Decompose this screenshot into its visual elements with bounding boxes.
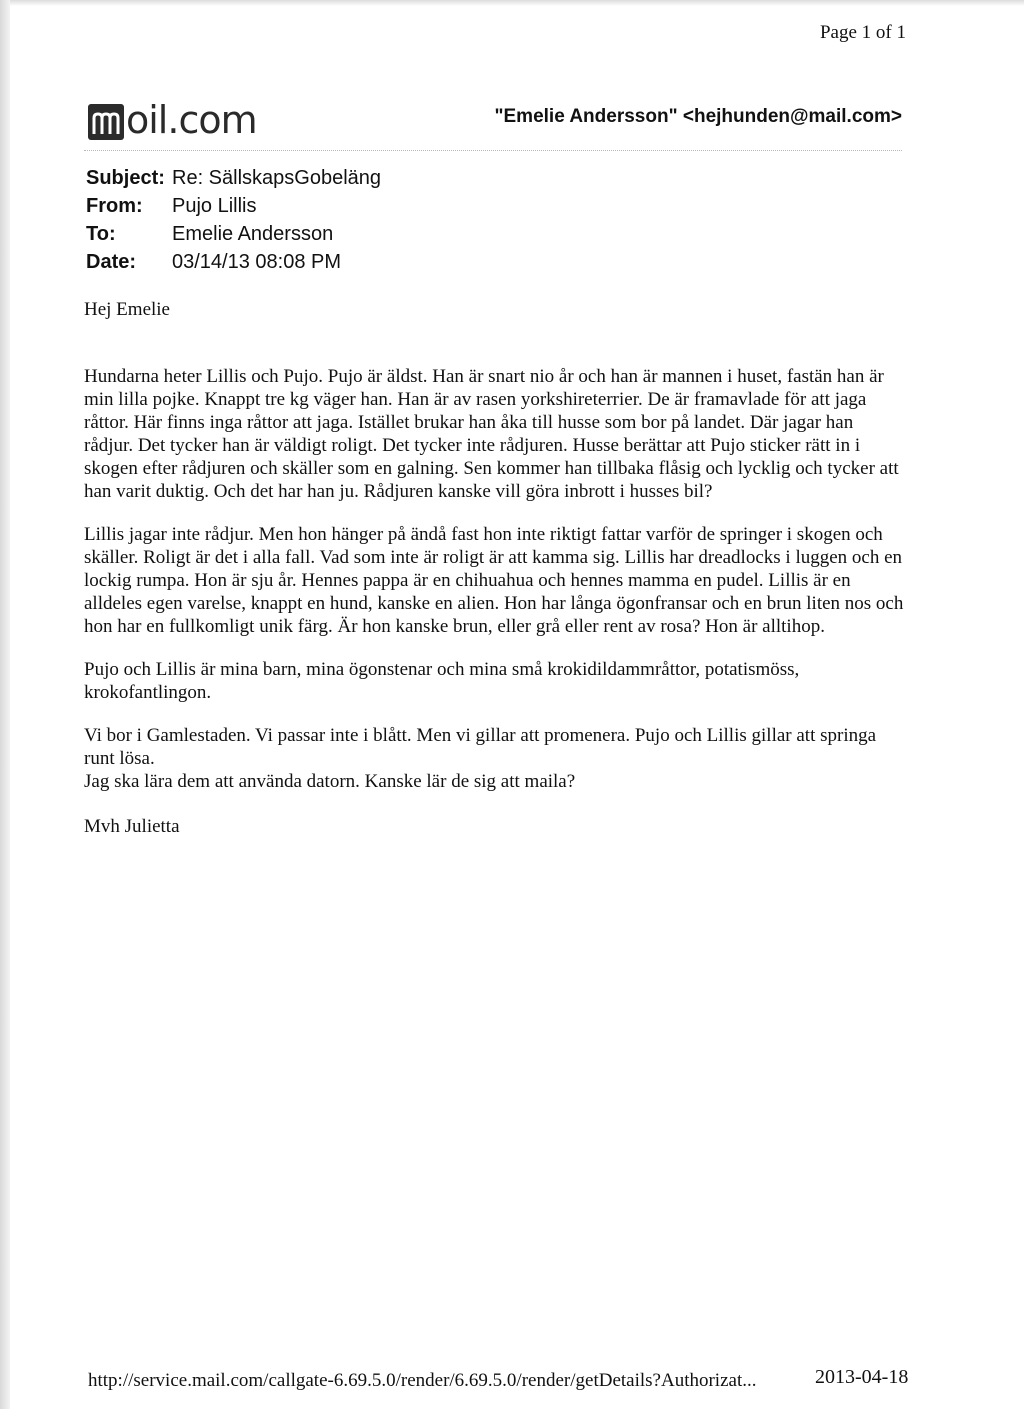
from-label: From: bbox=[86, 195, 143, 217]
greeting: Hej Emelie bbox=[84, 299, 170, 320]
sender-address: "Emelie Andersson" <hejhunden@mail.com> bbox=[494, 106, 902, 127]
signature: Mvh Julietta bbox=[84, 816, 180, 837]
paragraph: Pujo och Lillis är mina barn, mina ögonstenar och mina små krokidildammråttor, potatismöss, krokofantlingon. bbox=[84, 659, 800, 703]
page-left-edge bbox=[0, 0, 10, 1409]
subject-label: Subject: bbox=[86, 167, 165, 189]
message-body bbox=[84, 298, 904, 838]
subject-row bbox=[86, 164, 381, 192]
paragraph: Jag ska lära dem att använda datorn. Kanske lär de sig att maila? bbox=[84, 771, 576, 792]
from-row bbox=[86, 192, 381, 220]
footer-print-date: 2013-04-18 bbox=[815, 1366, 909, 1388]
date-value: 03/14/13 08:08 PM bbox=[172, 251, 342, 273]
mail-logo bbox=[88, 94, 257, 140]
paragraph: Hundarna heter Lillis och Pujo. Pujo är äldst. Han är snart nio år och han är mannen i huset, fastän han är min lilla pojke. Knappt tre kg väger han. Han är av rasen yorkshireterrier. De är framavlade för att jaga råttor. Här finns inga råttor att jaga. Istället brukar han åka till husse som bor på landet. Där jagar han rådjur. Det tycker han är väldigt roligt. Det tycker inte rådjuren. Husse berättar att Pujo sticker rätt in i skogen efter rådjuren och skäller som en galning. Sen kommer han tillbaka flåsig och lycklig och tycker att han varit duktig. Och det har han ju. Rådjuren kanske vill göra inbrott i husses bil? bbox=[84, 366, 899, 502]
to-value: Emelie Andersson bbox=[172, 223, 334, 245]
paragraph: Lillis jagar inte rådjur. Men hon hänger på ändå fast hon inte riktigt fattar varför de springer i skogen och skäller. Roligt är det i alla fall. Vad som inte är roligt är att kamma sig. Lillis har dreadlocks i luggen och en lockig rumpa. Hon är sju år. Hennes pappa är en chihuahua och hennes mamma en pudel. Lillis är en alldeles egen varelse, knappt en hund, kanske en alien. Hon har långa ögonfransar och en brun liten nos och hon har en fullkomligt unik färg. Är hon kanske brun, eller grå eller rent av rosa? Hon är alltihop. bbox=[84, 524, 904, 637]
date-row bbox=[86, 248, 381, 276]
subject-value: Re: SällskapsGobeläng bbox=[172, 167, 382, 189]
to-row bbox=[86, 220, 381, 248]
page-number-label: Page 1 of 1 bbox=[819, 22, 906, 43]
footer-url: http://service.mail.com/callgate-6.69.5.0/render/6.69.5.0/render/getDetails?Authorizat... bbox=[88, 1370, 757, 1391]
header-divider bbox=[84, 150, 902, 152]
email-headers bbox=[86, 164, 381, 276]
page-top-edge bbox=[0, 0, 1024, 6]
from-value: Pujo Lillis bbox=[172, 195, 257, 217]
date-label: Date: bbox=[86, 251, 137, 273]
mail-m-icon bbox=[88, 104, 124, 140]
paragraph: Vi bor i Gamlestaden. Vi passar inte i blått. Men vi gillar att promenera. Pujo och Lillis gillar att springa runt lösa. bbox=[84, 725, 877, 769]
to-label: To: bbox=[86, 223, 116, 245]
logo-wordmark: oil.com bbox=[126, 98, 257, 142]
